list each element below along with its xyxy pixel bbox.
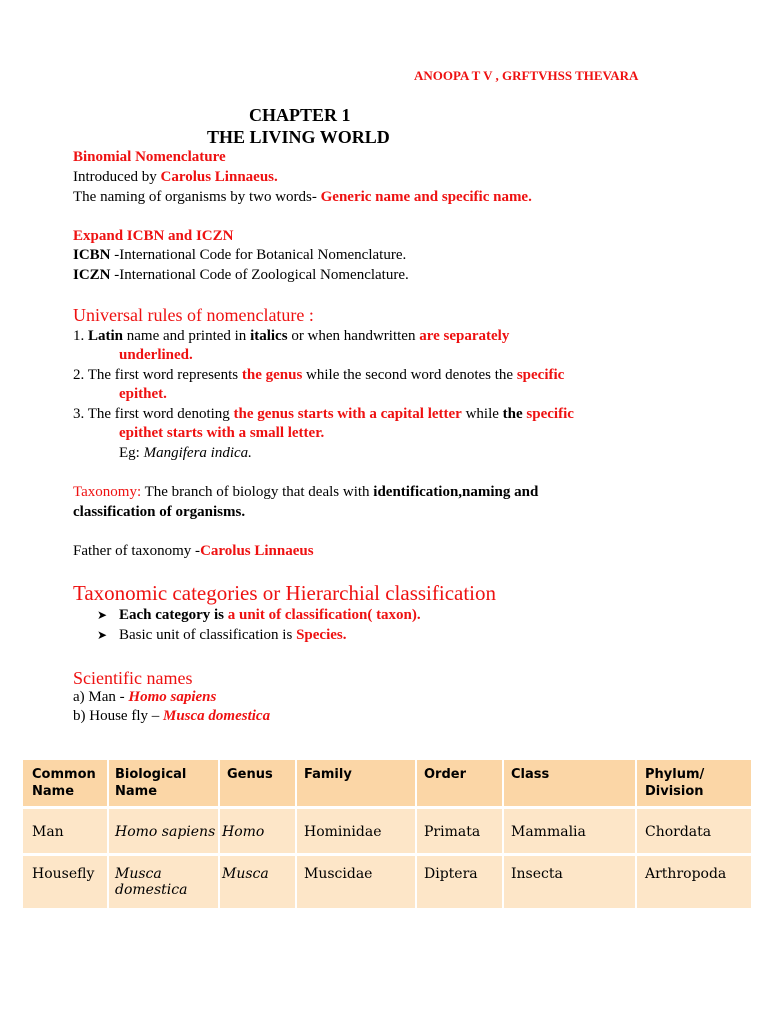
taxonomy-text: The branch of biology that deals with (141, 484, 374, 500)
column-divider (218, 760, 220, 908)
icbn-abbr: ICBN (73, 247, 111, 263)
header-common-name: Common Name (32, 767, 96, 799)
rule-3 (73, 405, 574, 424)
father-of-taxonomy (73, 542, 314, 561)
header-order: Order (424, 767, 466, 782)
arrow-bullet-icon: ➤ (97, 608, 108, 622)
rule-1-num: 1. (73, 328, 88, 344)
housefly-prefix: b) House fly – (73, 708, 163, 724)
man-prefix: a) Man - (73, 689, 129, 705)
rule-2 (73, 366, 564, 385)
example-prefix: Eg: (119, 445, 144, 461)
rule-1-mid2: or when handwritten (287, 328, 420, 344)
column-divider (107, 760, 109, 908)
rule-1-latin: Latin (88, 328, 124, 344)
cell-biological-name: Homo sapiens (115, 824, 216, 840)
bullet-1-red: a unit of classification( taxon). (227, 607, 421, 623)
bullet-1-prefix: Each category is (119, 607, 228, 623)
iczn-line (73, 266, 409, 285)
rule-2-mid: while the second word denotes the (302, 367, 517, 383)
column-divider (502, 760, 504, 908)
rules-heading: Universal rules of nomenclature : (73, 305, 314, 325)
cell-common-name: Man (32, 824, 64, 840)
cell-genus: Homo (222, 824, 265, 840)
row-divider (23, 806, 751, 809)
row-divider (23, 853, 751, 856)
cell-common-name: Housefly (32, 866, 95, 882)
bullet-2-prefix: Basic unit of classification is (119, 627, 297, 643)
header-family: Family (304, 767, 352, 782)
rule-3-cont: epithet starts with a small letter. (119, 425, 325, 441)
cell-phylum: Chordata (645, 824, 712, 840)
header-class: Class (511, 767, 550, 782)
author-credit: ANOOPA T V , GRFTVHSS THEVARA (414, 68, 639, 83)
header-genus: Genus (227, 767, 273, 782)
scientific-housefly (73, 707, 270, 726)
taxonomy-colon: : (136, 484, 142, 500)
rule-3-while: while (461, 406, 503, 422)
cell-genus: Musca (222, 866, 269, 882)
example-value: Mangifera indica. (143, 445, 252, 461)
cell-class: Mammalia (511, 824, 586, 840)
iczn-abbr: ICZN (73, 267, 111, 283)
cell-phylum: Arthropoda (645, 866, 727, 882)
taxonomy-bold-1: identification,naming and (373, 484, 539, 500)
icbn-text: -International Code for Botanical Nomenclature. (110, 247, 407, 263)
father-name: Carolus Linnaeus (200, 543, 314, 559)
iczn-text: -International Code of Zoological Nomenclature. (110, 267, 409, 283)
binomial-intro (73, 168, 278, 187)
header-biological-name: Biological Name (115, 767, 187, 799)
cell-family: Muscidae (304, 866, 373, 882)
rule-3-red: the genus starts with a capital letter (233, 406, 462, 422)
bullet-2-red: Species. (296, 627, 347, 643)
binomial-naming (73, 188, 532, 207)
scientific-heading: Scientific names (73, 668, 193, 688)
column-divider (635, 760, 637, 908)
chapter-number: CHAPTER 1 (249, 105, 351, 125)
intro-name: Carolus Linnaeus. (160, 169, 278, 185)
cell-biological-name: Musca domestica (115, 866, 188, 898)
rule-3-specific: specific (522, 406, 574, 422)
rule-example (119, 444, 252, 463)
rule-3-the: the (502, 406, 523, 422)
rule-1-red: are separately (419, 328, 510, 344)
header-phylum: Phylum/ Division (645, 767, 705, 799)
icbn-line (73, 246, 406, 265)
rule-2-genus: the genus (241, 367, 303, 383)
rule-2-cont: epithet. (119, 386, 167, 402)
categories-heading: Taxonomic categories or Hierarchial classification (73, 581, 497, 605)
category-bullet-2 (97, 626, 346, 645)
cell-class: Insecta (511, 866, 563, 882)
cell-order: Diptera (424, 866, 478, 882)
category-bullet-1 (97, 606, 421, 625)
father-prefix: Father of taxonomy - (73, 543, 201, 559)
cell-family: Hominidae (304, 824, 382, 840)
rule-2-prefix: 2. The first word represents (73, 367, 242, 383)
column-divider (415, 760, 417, 908)
rule-2-specific: specific (516, 367, 565, 383)
taxonomy-bold-2: classification of organisms. (73, 504, 246, 520)
taxonomy-definition (73, 483, 538, 502)
naming-prefix: The naming of organisms by two words- (73, 189, 321, 205)
housefly-value: Musca domestica (163, 708, 271, 724)
rule-1-mid: name and printed in (123, 328, 251, 344)
binomial-heading: Binomial Nomenclature (73, 149, 226, 165)
chapter-title: THE LIVING WORLD (207, 127, 390, 147)
taxonomy-label: Taxonomy (73, 484, 137, 500)
cell-order: Primata (424, 824, 481, 840)
rule-1-cont: underlined. (119, 347, 193, 363)
naming-value: Generic name and specific name. (320, 189, 532, 205)
arrow-bullet-icon: ➤ (97, 628, 108, 642)
classification-table (23, 760, 751, 908)
column-divider (295, 760, 297, 908)
rule-3-prefix: 3. The first word denoting (73, 406, 234, 422)
man-value: Homo sapiens (128, 689, 217, 705)
intro-prefix: Introduced by (73, 169, 161, 185)
scientific-man (73, 688, 216, 707)
rule-1 (73, 327, 509, 346)
rule-1-italics: italics (250, 328, 288, 344)
expand-heading: Expand ICBN and ICZN (73, 228, 234, 244)
